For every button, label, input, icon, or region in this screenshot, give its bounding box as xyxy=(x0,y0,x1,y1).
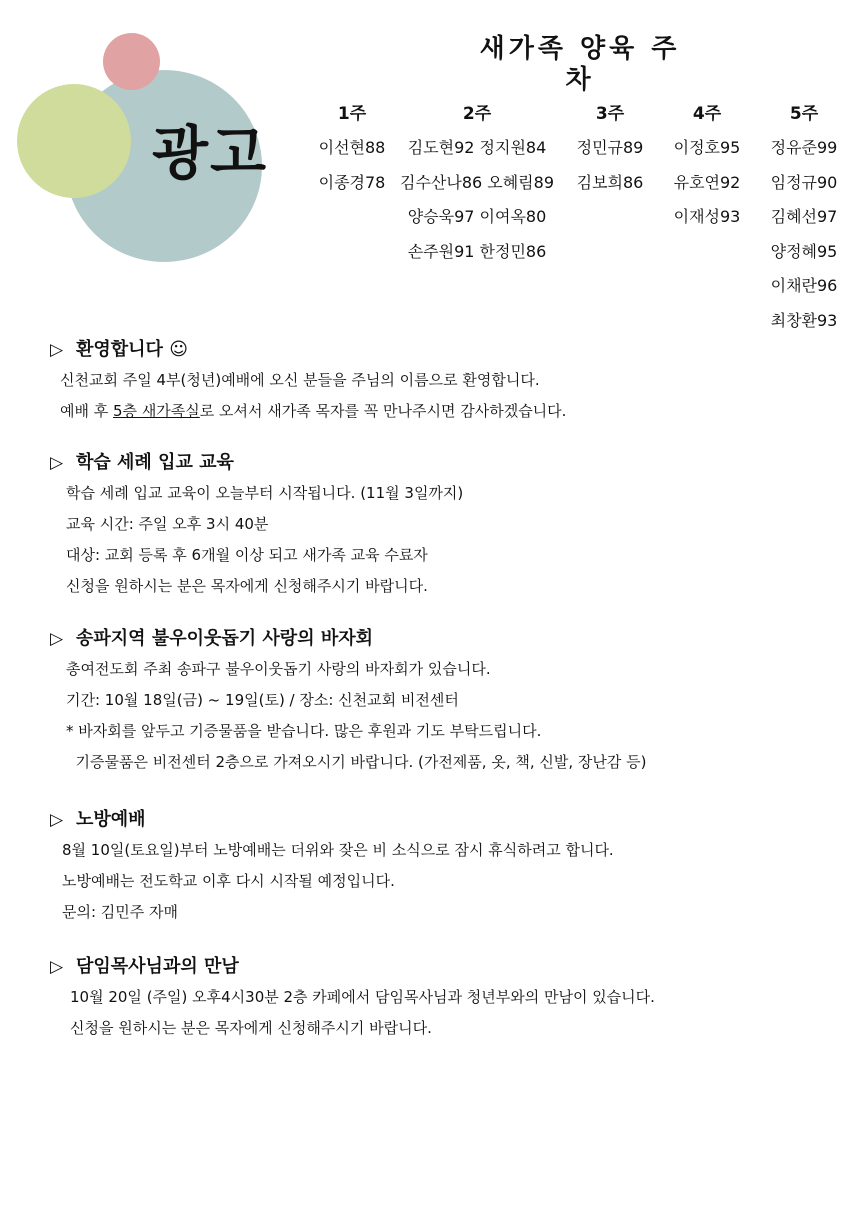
pastor-line: 10월 20일 (주일) 오후4시30분 2층 카페에서 담임목사님과 청년부와의 만남이 있습니다. xyxy=(70,988,655,1006)
week-3-names xyxy=(568,136,652,205)
decor-circle-pink xyxy=(103,33,160,90)
name-entry: 김수산나86 오혜림89 xyxy=(400,172,554,192)
name-entry: 김보희86 xyxy=(576,172,644,192)
bazaar-heading xyxy=(50,624,830,654)
new-family-room-text: 5층 새가족실 xyxy=(113,402,200,420)
bazaar-section xyxy=(50,624,830,778)
name-entry: 임정규90 xyxy=(770,172,838,192)
name-entry: 유호연92 xyxy=(673,172,741,192)
week-2-header: 2주 xyxy=(462,104,492,124)
bazaar-title: 송파지역 불우이웃돕기 사랑의 바자회 xyxy=(76,628,374,649)
name-entry: 손주원91 한정민86 xyxy=(407,241,547,261)
schedule-title: 새가족 양육 주차 xyxy=(479,34,681,96)
baptism-line: 대상: 교회 등록 후 6개월 이상 되고 새가족 교육 수료자 xyxy=(66,546,428,564)
nobang-line: 문의: 김민주 자매 xyxy=(62,903,179,921)
week-1-names xyxy=(312,136,392,205)
triangle-bullet-icon: ▷ xyxy=(50,453,64,473)
pastor-title: 담임목사님과의 만남 xyxy=(76,956,239,977)
bazaar-line: 총여전도회 주최 송파구 불우이웃돕기 사랑의 바자회가 있습니다. xyxy=(66,660,491,678)
week-4-header: 4주 xyxy=(692,104,722,124)
bazaar-line: 기간: 10월 18일(금) ~ 19일(토) / 장소: 신천교회 비전센터 xyxy=(66,691,459,709)
welcome-line: 신천교회 주일 4부(청년)예배에 오신 분들을 주님의 이름으로 환영합니다. xyxy=(60,371,540,389)
pastor-heading xyxy=(50,952,830,982)
nobang-section xyxy=(50,805,830,928)
triangle-bullet-icon: ▷ xyxy=(50,629,64,649)
bazaar-line: 기증물품은 비전센터 2층으로 가져오시기 바랍니다. (가전제품, 옷, 책, 신발, 장난감 등) xyxy=(66,753,647,771)
triangle-bullet-icon: ▷ xyxy=(50,957,64,977)
nobang-line: 8월 10일(토요일)부터 노방예배는 더위와 잦은 비 소식으로 잠시 휴식하려고 합니다. xyxy=(62,841,614,859)
baptism-line: 신청을 원하시는 분은 목자에게 신청해주시기 바랍니다. xyxy=(66,577,428,595)
welcome-title: 환영합니다 ☺ xyxy=(76,339,188,360)
name-entry: 김혜선97 xyxy=(770,207,838,227)
text-span: 로 오셔서 새가족 목자를 꼭 만나주시면 감사하겠습니다. xyxy=(199,402,567,420)
nobang-title: 노방예배 xyxy=(76,809,146,830)
welcome-line xyxy=(50,396,830,427)
ad-title: 광고 xyxy=(152,119,269,187)
decor-circle-green xyxy=(17,84,131,198)
pastor-section xyxy=(50,952,830,1044)
name-entry: 이선현88 xyxy=(318,138,386,157)
name-entry: 이채란96 xyxy=(770,276,838,296)
bazaar-line: * 바자회를 앞두고 기증물품을 받습니다. 많은 후원과 기도 부탁드립니다. xyxy=(66,722,542,740)
week-4-names xyxy=(664,136,750,240)
week-3-header: 3주 xyxy=(595,104,625,124)
pastor-line: 신청을 원하시는 분은 목자에게 신청해주시기 바랍니다. xyxy=(70,1019,432,1037)
baptism-line: 교육 시간: 주일 오후 3시 40분 xyxy=(66,515,269,533)
triangle-bullet-icon: ▷ xyxy=(50,340,64,360)
name-entry: 정유준99 xyxy=(770,138,838,157)
nobang-heading xyxy=(50,805,830,835)
name-entry: 이종경78 xyxy=(318,172,386,192)
welcome-heading xyxy=(50,335,830,365)
week-5-names xyxy=(762,136,846,344)
week-2-names xyxy=(392,136,562,274)
name-entry: 양정혜95 xyxy=(770,241,838,261)
name-entry: 최창환93 xyxy=(770,310,838,330)
welcome-section xyxy=(50,335,830,427)
name-entry: 정민규89 xyxy=(576,138,644,157)
triangle-bullet-icon: ▷ xyxy=(50,810,64,830)
name-entry: 이재성93 xyxy=(673,207,741,227)
baptism-line: 학습 세례 입교 교육이 오늘부터 시작됩니다. (11월 3일까지) xyxy=(66,484,464,502)
text-span: 예배 후 xyxy=(60,402,114,420)
name-entry: 양승욱97 이여옥80 xyxy=(407,207,547,227)
name-entry: 이정호95 xyxy=(673,138,741,157)
baptism-title: 학습 세례 입교 교육 xyxy=(76,452,234,473)
week-5-header: 5주 xyxy=(789,104,819,124)
week-1-header: 1주 xyxy=(337,104,367,124)
name-entry: 김도현92 정지원84 xyxy=(407,138,547,157)
nobang-line: 노방예배는 전도학교 이후 다시 시작될 예정입니다. xyxy=(62,872,395,890)
baptism-heading xyxy=(50,448,830,478)
baptism-section xyxy=(50,448,830,602)
